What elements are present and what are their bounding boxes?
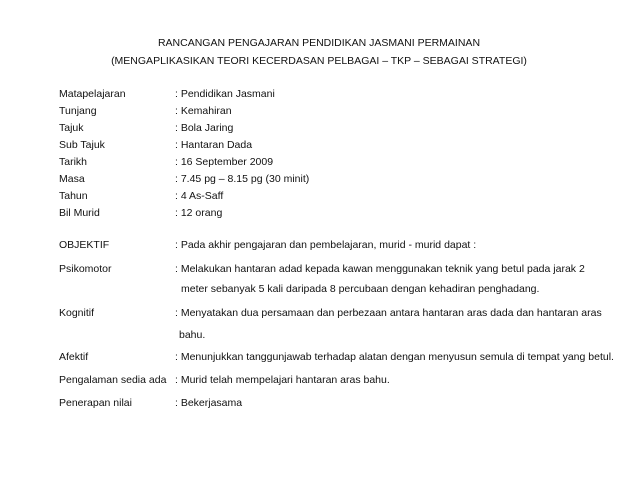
info-value: : Hantaran Dada [175,139,253,151]
psikomotor-label: Psikomotor [59,263,112,275]
afektif-value: : Menunjukkan tanggunjawab terhadap alatan dengan menyusun semula di tempat yang betul. [175,351,614,363]
info-value: : 7.45 pg – 8.15 pg (30 minit) [175,173,310,185]
info-label: Masa [59,173,85,185]
info-value: : Pendidikan Jasmani [175,88,275,100]
kognitif-label: Kognitif [59,307,95,319]
penerapan-value: : Bekerjasama [175,397,243,409]
info-value: : 16 September 2009 [175,156,274,168]
info-label: Sub Tajuk [59,139,105,151]
info-label: Bil Murid [59,207,100,219]
info-label: Tajuk [59,122,84,134]
psikomotor-continuation: meter sebanyak 5 kali daripada 8 percubaan dengan kehadiran penghadang. [181,283,540,295]
info-value: : Bola Jaring [175,122,234,134]
document-subtitle: (MENGAPLIKASIKAN TEORI KECERDASAN PELBAGAI – TKP – SEBAGAI STRATEGI) [111,55,527,67]
info-label: Tarikh [59,156,88,168]
info-label: Tunjang [59,105,97,117]
psikomotor-value: : Melakukan hantaran adad kepada kawan menggunakan teknik yang betul pada jarak 2 [175,263,585,275]
objektif-label: OBJEKTIF [59,239,110,251]
objektif-value: : Pada akhir pengajaran dan pembelajaran, murid - murid dapat : [175,239,477,251]
info-value: : 4 As-Saff [175,190,224,202]
document-title: RANCANGAN PENGAJARAN PENDIDIKAN JASMANI PERMAINAN [157,37,481,49]
kognitif-continuation: bahu. [179,329,206,341]
pengalaman-label: Pengalaman sedia ada [59,374,167,386]
kognitif-value: : Menyatakan dua persamaan dan perbezaan antara hantaran aras dada dan hantaran aras [175,307,602,319]
info-value: : Kemahiran [175,105,232,117]
penerapan-label: Penerapan nilai [59,397,132,409]
pengalaman-value: : Murid telah mempelajari hantaran aras bahu. [175,374,390,386]
afektif-label: Afektif [59,351,89,363]
info-label: Matapelajaran [59,88,126,100]
info-value: : 12 orang [175,207,223,219]
info-label: Tahun [59,190,88,202]
